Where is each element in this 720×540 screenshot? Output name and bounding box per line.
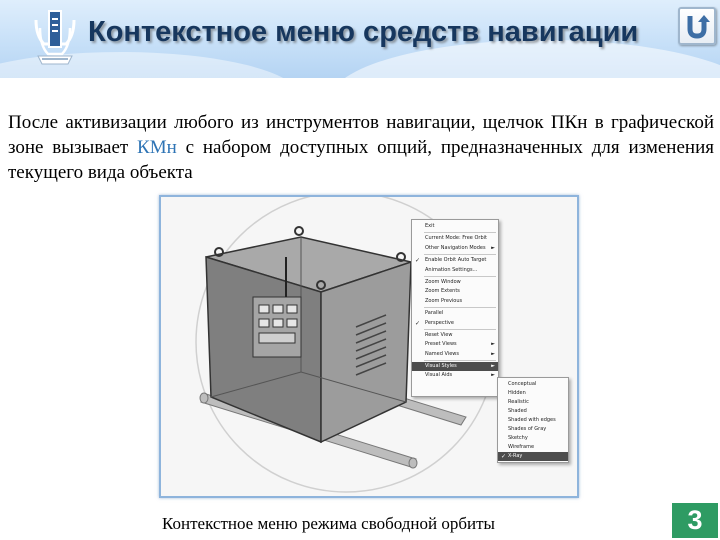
back-navigation-button[interactable] bbox=[678, 7, 716, 45]
menu-separator bbox=[424, 276, 496, 277]
submenu-item[interactable]: Conceptual bbox=[508, 381, 537, 387]
submenu-item[interactable]: Shades of Gray bbox=[508, 426, 547, 432]
context-menu-item[interactable]: Current Mode: Free Orbit bbox=[425, 235, 487, 242]
submenu-item-x-ray[interactable]: ✓ X-Ray bbox=[498, 452, 568, 461]
page-title: Контекстное меню средств навигации bbox=[88, 16, 639, 48]
orbit-screenshot bbox=[159, 195, 579, 498]
context-menu[interactable] bbox=[411, 219, 499, 397]
figure-caption: Контекстное меню режима свободной орбиты bbox=[162, 514, 495, 533]
context-menu-item[interactable]: Zoom Window bbox=[425, 278, 461, 285]
page-number-badge: 3 bbox=[672, 503, 718, 538]
submenu-item[interactable]: Shaded with edges bbox=[508, 417, 556, 423]
context-menu-item[interactable]: Exit bbox=[425, 223, 435, 229]
context-menu-item[interactable]: Zoom Previous bbox=[425, 297, 463, 304]
body-paragraph bbox=[8, 110, 714, 185]
document-stack-logo-icon bbox=[30, 6, 80, 68]
context-menu-item[interactable]: Preset Views ► bbox=[425, 341, 495, 348]
kmn-term: КМн bbox=[137, 137, 177, 158]
submenu-item[interactable]: Hidden bbox=[508, 390, 526, 396]
context-menu-item[interactable]: ✓ Perspective bbox=[415, 319, 454, 327]
context-menu-item[interactable]: Reset View bbox=[425, 331, 453, 338]
context-menu-item[interactable]: Animation Settings... bbox=[425, 266, 478, 273]
menu-separator bbox=[424, 232, 496, 233]
context-menu-item-visual-styles[interactable]: Visual Styles ► bbox=[412, 362, 498, 371]
menu-separator bbox=[424, 360, 496, 361]
context-menu-item[interactable]: Visual Aids ► bbox=[425, 372, 495, 379]
submenu-item[interactable]: Wireframe bbox=[508, 444, 535, 450]
submenu-item[interactable]: Realistic bbox=[508, 399, 529, 405]
context-menu-item[interactable]: Named Views ► bbox=[425, 350, 495, 357]
visual-styles-submenu[interactable] bbox=[497, 377, 569, 463]
context-menu-item[interactable]: Zoom Extents bbox=[425, 288, 460, 295]
context-menu-item[interactable]: Parallel bbox=[425, 310, 444, 317]
menu-separator bbox=[424, 307, 496, 308]
body-text-part: с набором доступных опций, предназначенных для изменения текущего вида объекта bbox=[8, 137, 714, 183]
header-bar bbox=[0, 0, 720, 78]
context-menu-item[interactable]: Other Navigation Modes ► bbox=[425, 244, 495, 251]
u-turn-back-arrow-icon bbox=[683, 12, 711, 40]
menu-separator bbox=[424, 329, 496, 330]
body-text-part: После активизации любого из инструментов навигации, щелчок ПКн в графической зоне вызывает bbox=[8, 112, 714, 158]
context-menu-item[interactable]: ✓ Enable Orbit Auto Target bbox=[415, 257, 487, 265]
menu-separator bbox=[424, 254, 496, 255]
submenu-item[interactable]: Shaded bbox=[508, 408, 527, 414]
submenu-item[interactable]: Sketchy bbox=[508, 435, 528, 441]
